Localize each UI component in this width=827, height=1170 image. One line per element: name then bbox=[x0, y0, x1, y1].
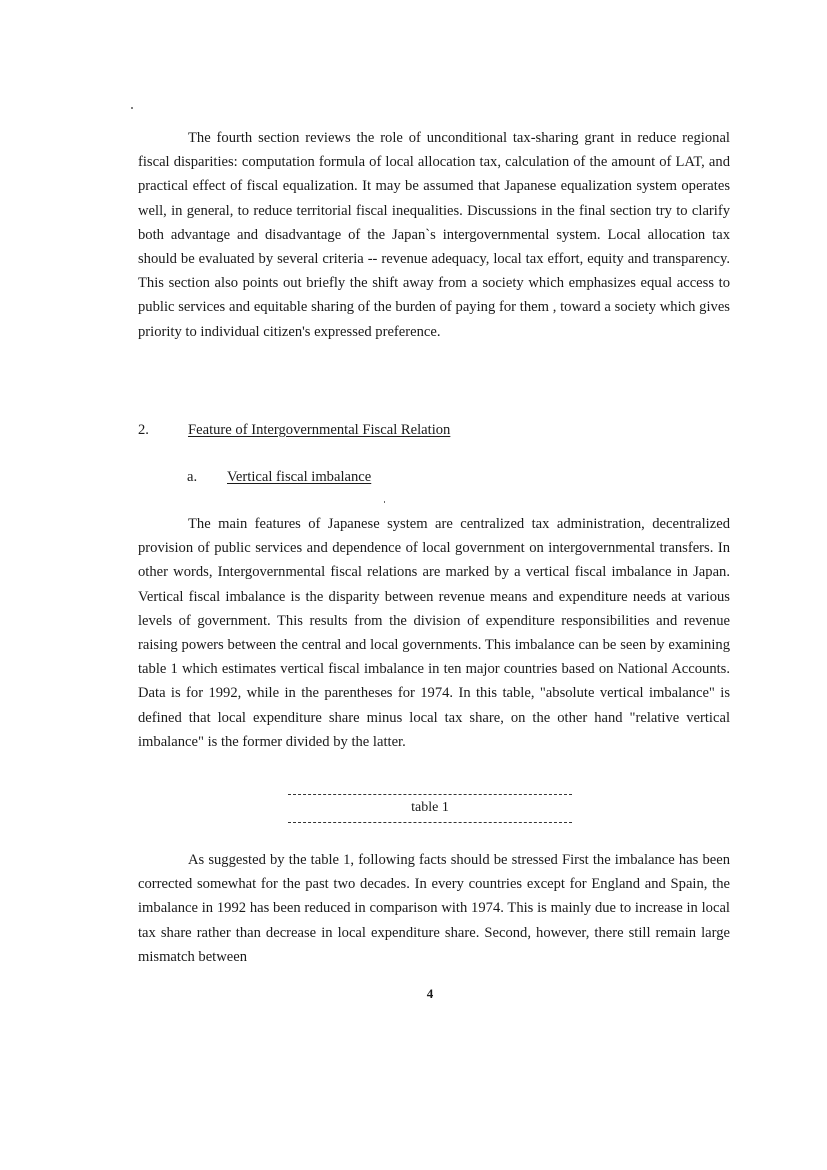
scan-speck bbox=[131, 107, 133, 109]
section-title: Feature of Intergovernmental Fiscal Relation bbox=[188, 422, 451, 438]
section-number: 2. bbox=[138, 422, 149, 438]
subsection-number: a. bbox=[187, 469, 198, 485]
table-label: table 1 bbox=[411, 800, 449, 815]
paragraph-table-findings: As suggested by the table 1, following facts should be stressed First the imbalance has been corrected somewhat for the past two decades. In every countries except for England and Spain, the imbalance in 1992 has been reduced in comparison with 1974. This is mainly due to increase in local tax share rather than decrease in local expenditure share. Second, however, there still remain large mismatch between bbox=[138, 852, 730, 965]
table-placeholder bbox=[288, 792, 572, 824]
scan-speck bbox=[384, 501, 385, 503]
subsection-heading bbox=[187, 467, 487, 487]
subsection-title: Vertical fiscal imbalance bbox=[227, 469, 372, 485]
section-heading bbox=[138, 420, 538, 440]
dashed-rule-top bbox=[288, 794, 572, 795]
paragraph-section-overview: The fourth section reviews the role of unconditional tax-sharing grant in reduce regional fiscal disparities: computation formula of local allocation tax, calculation of the amount of LAT, and practical effect of fiscal equalization. It may be assumed that Japanese equalization system operates well, in general, to reduce territorial fiscal inequalities. Discussions in the final section try to clarify both advantage and disadvantage of the Japan`s intergovernmental system. Local allocation tax should be evaluated by several criteria -- revenue adequacy, local tax effort, equity and transparency. This section also points out briefly the shift away from a society which emphasizes equal access to public services and equitable sharing of the burden of paying for them , toward a society which gives priority to individual citizen's expressed preference. bbox=[138, 130, 730, 340]
page-number: 4 bbox=[426, 986, 434, 1001]
paragraph-vertical-imbalance: The main features of Japanese system are centralized tax administration, decentralized provision of public services and dependence of local government on intergovernmental transfers. In other words, Intergovernmental fiscal relations are marked by a vertical fiscal imbalance in Japan. Vertical fiscal imbalance is the disparity between revenue means and expenditure needs at various levels of government. This results from the division of expenditure responsibilities and revenue raising powers between the central and local governments. This imbalance can be seen by examining table 1 which estimates vertical fiscal imbalance in ten major countries based on National Accounts. Data is for 1992, while in the parentheses for 1974. In this table, "absolute vertical imbalance" is defined that local expenditure share minus local tax share, on the other hand "relative vertical imbalance" is the former divided by the latter. bbox=[138, 516, 730, 750]
dashed-rule-bottom bbox=[288, 822, 572, 823]
